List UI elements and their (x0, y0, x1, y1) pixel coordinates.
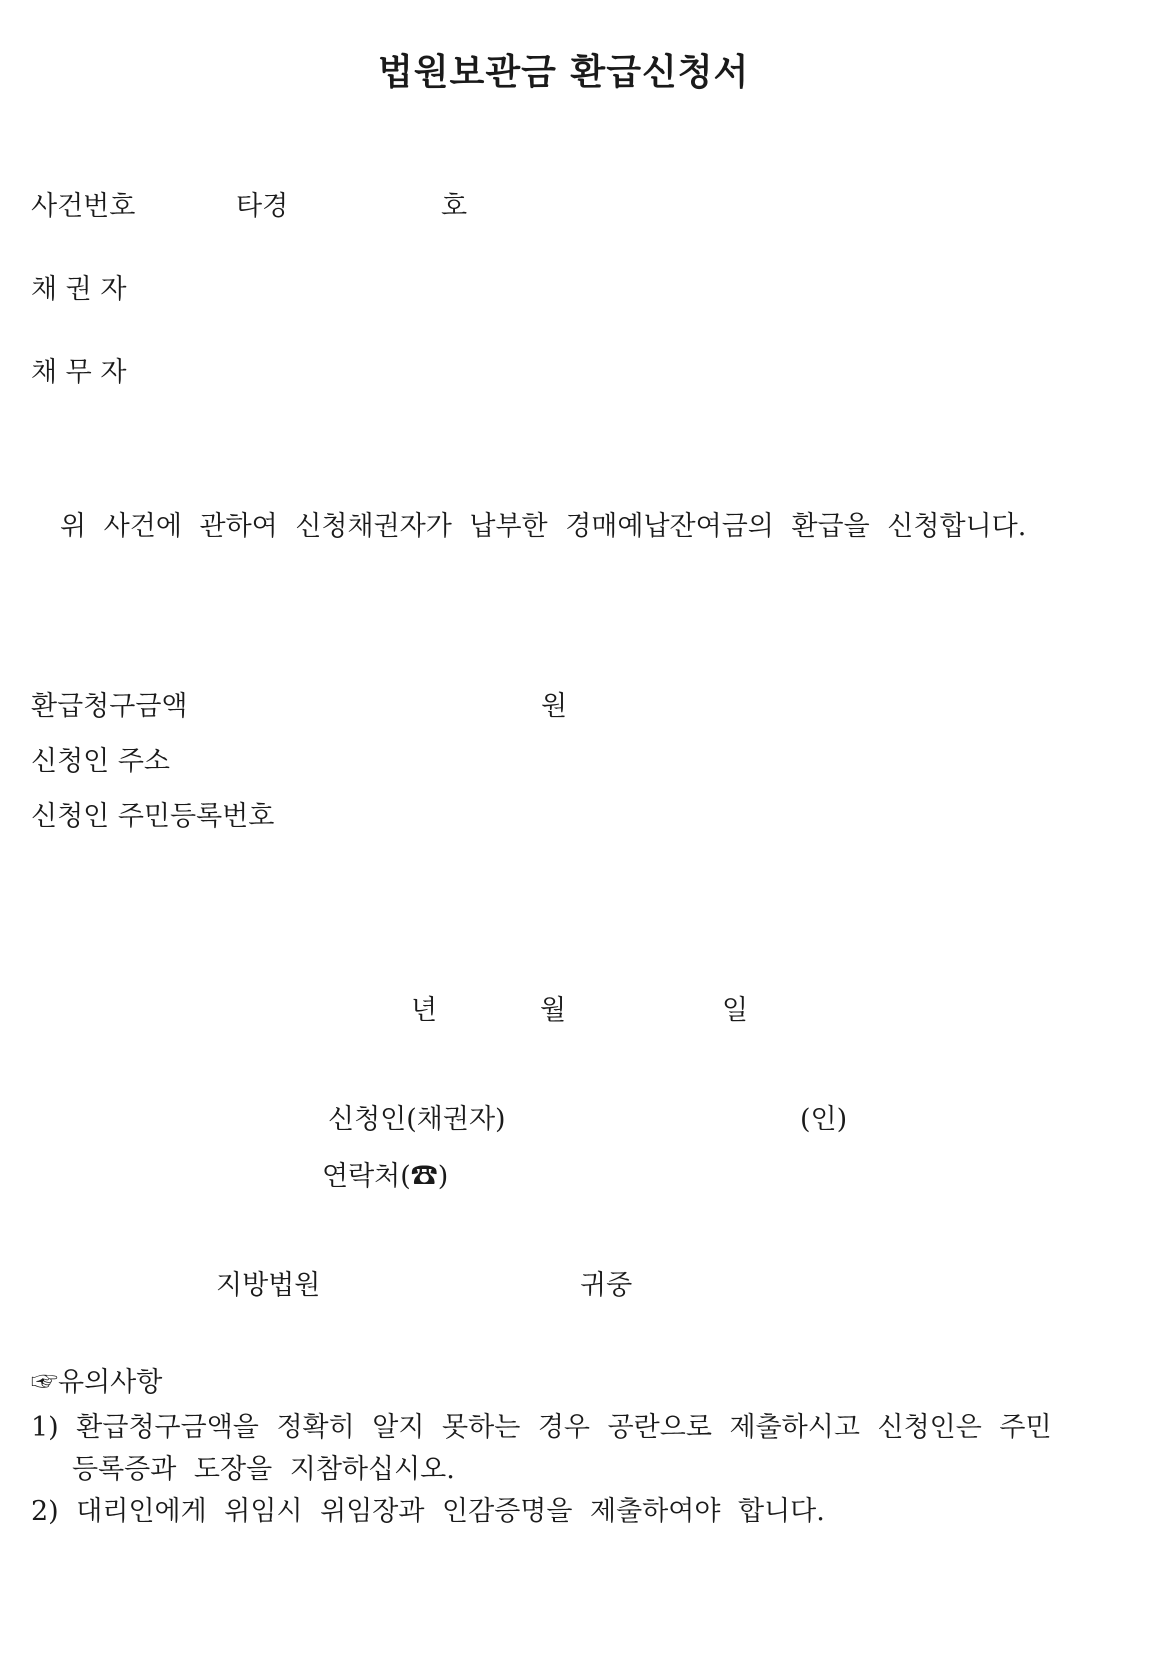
date-year: 년 (411, 995, 438, 1026)
applicant-signature-label: 신청인(채권자) (328, 1104, 506, 1135)
court-honorific: 귀중 (580, 1270, 633, 1301)
date-month: 월 (540, 995, 567, 1026)
court-name: 지방법원 (216, 1270, 321, 1301)
applicant-address-label: 신청인 주소 (31, 746, 170, 777)
contact-label: 연락처(☎) (322, 1161, 449, 1192)
case-number-prefix: 타경 (236, 191, 289, 222)
note-item-1-line-2: 등록증과 도장을 지참하십시오. (72, 1454, 455, 1485)
debtor-label: 채 무 자 (31, 357, 127, 388)
seal-mark: (인) (800, 1104, 848, 1135)
applicant-id-label: 신청인 주민등록번호 (31, 801, 275, 832)
case-number-suffix: 호 (441, 191, 468, 222)
date-day: 일 (722, 995, 749, 1026)
refund-amount-unit: 원 (541, 691, 568, 722)
note-item-2: 2) 대리인에게 위임시 위임장과 인감증명을 제출하여야 합니다. (31, 1496, 825, 1527)
case-number-label: 사건번호 (31, 191, 136, 222)
creditor-label: 채 권 자 (31, 274, 127, 305)
refund-amount-label: 환급청구금액 (31, 691, 188, 722)
application-statement: 위 사건에 관하여 신청채권자가 납부한 경매예납잔여금의 환급을 신청합니다. (60, 511, 1027, 542)
notes-heading: ☞유의사항 (31, 1367, 163, 1398)
note-item-1-line-1: 1) 환급청구금액을 정확히 알지 못하는 경우 공란으로 제출하시고 신청인은 주민 (31, 1412, 1052, 1443)
form-title: 법원보관금 환급신청서 (378, 51, 750, 93)
